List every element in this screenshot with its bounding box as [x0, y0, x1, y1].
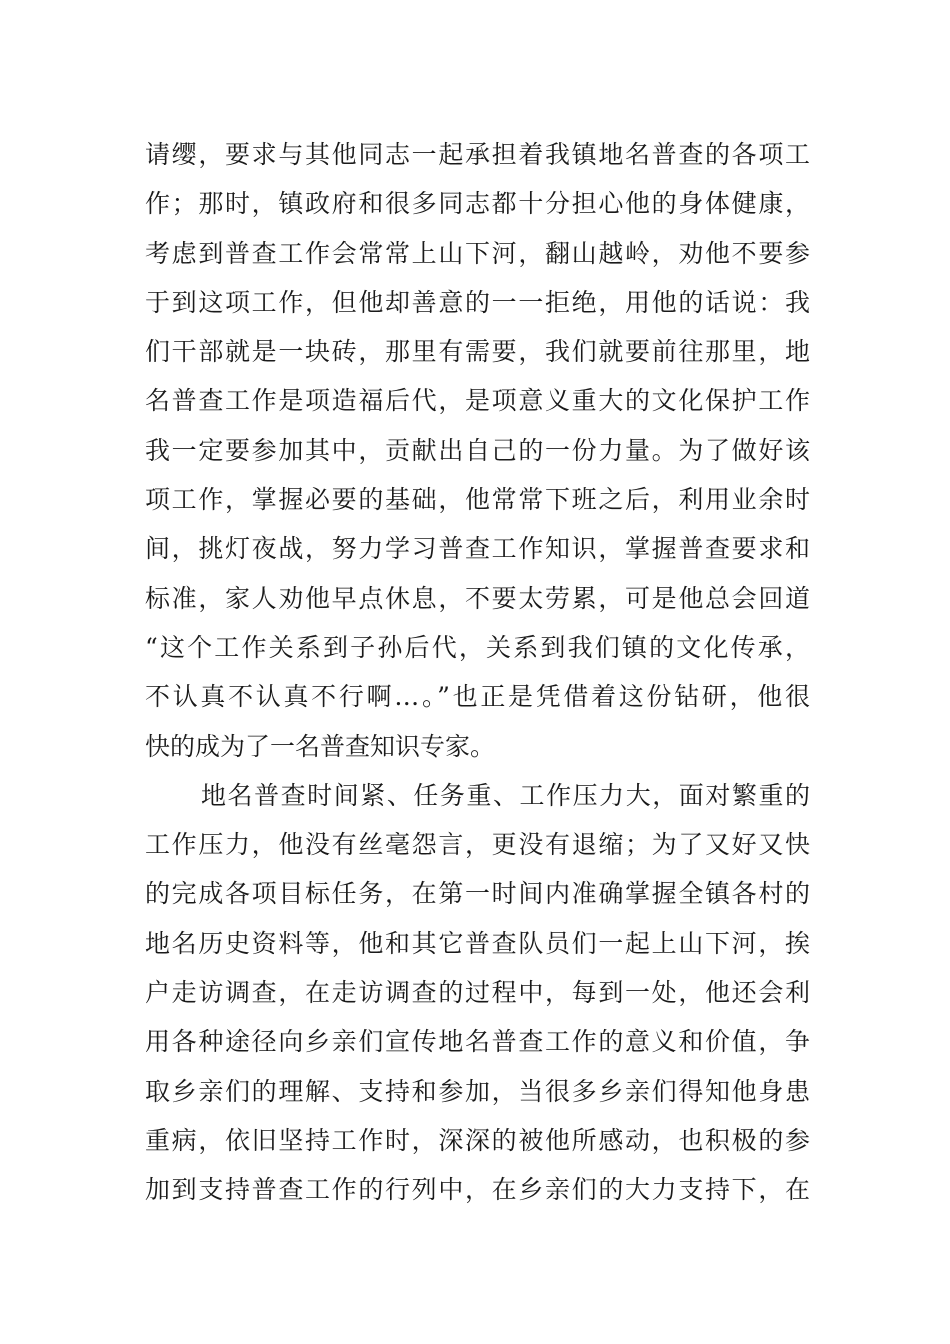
text-line: 项工作，掌握必要的基础，他常常下班之后，利用业余时: [145, 485, 810, 515]
text-line: 重病，依旧坚持工作时，深深的被他所感动，也积极的参: [145, 1125, 810, 1155]
text-line: 考虑到普查工作会常常上山下河，翻山越岭，劝他不要参: [145, 238, 810, 268]
text-line: 加到支持普查工作的行列中，在乡亲们的大力支持下，在: [145, 1175, 810, 1205]
text-line: 工作压力，他没有丝毫怨言，更没有退缩；为了又好又快: [145, 830, 810, 860]
text-line: 户走访调查，在走访调查的过程中，每到一处，他还会利: [145, 978, 810, 1008]
text-line: 我一定要参加其中，贡献出自己的一份力量。为了做好该: [145, 435, 810, 465]
paragraph-end-line: 快的成为了一名普查知识专家。: [145, 731, 496, 761]
text-line: 作；那时，镇政府和很多同志都十分担心他的身体健康，: [145, 189, 810, 219]
text-line: 们干部就是一块砖，那里有需要，我们就要前往那里，地: [145, 337, 810, 367]
paragraph-first-line: 地名普查时间紧、任务重、工作压力大，面对繁重的: [201, 780, 810, 810]
text-line: 请缨，要求与其他同志一起承担着我镇地名普查的各项工: [145, 140, 810, 169]
text-line: 间，挑灯夜战，努力学习普查工作知识，掌握普查要求和: [145, 534, 810, 564]
text-line: 用各种途径向乡亲们宣传地名普查工作的意义和价值，争: [145, 1027, 810, 1057]
text-line: 的完成各项目标任务，在第一时间内准确掌握全镇各村的: [145, 879, 810, 909]
text-line: 不认真不认真不行啊…。”也正是凭借着这份钻研，他很: [145, 682, 810, 712]
text-line: 名普查工作是项造福后代，是项意义重大的文化保护工作: [145, 386, 810, 416]
text-line: “这个工作关系到子孙后代，关系到我们镇的文化传承，: [145, 632, 810, 662]
body-text: [145, 130, 810, 1215]
text-line: 于到这项工作，但他却善意的一一拒绝，用他的话说：我: [145, 287, 810, 317]
text-line: 地名历史资料等，他和其它普查队员们一起上山下河，挨: [145, 928, 810, 958]
text-line: 标准，家人劝他早点休息，不要太劳累，可是他总会回道: [145, 583, 810, 613]
text-line: 取乡亲们的理解、支持和参加，当很多乡亲们得知他身患: [145, 1076, 810, 1106]
